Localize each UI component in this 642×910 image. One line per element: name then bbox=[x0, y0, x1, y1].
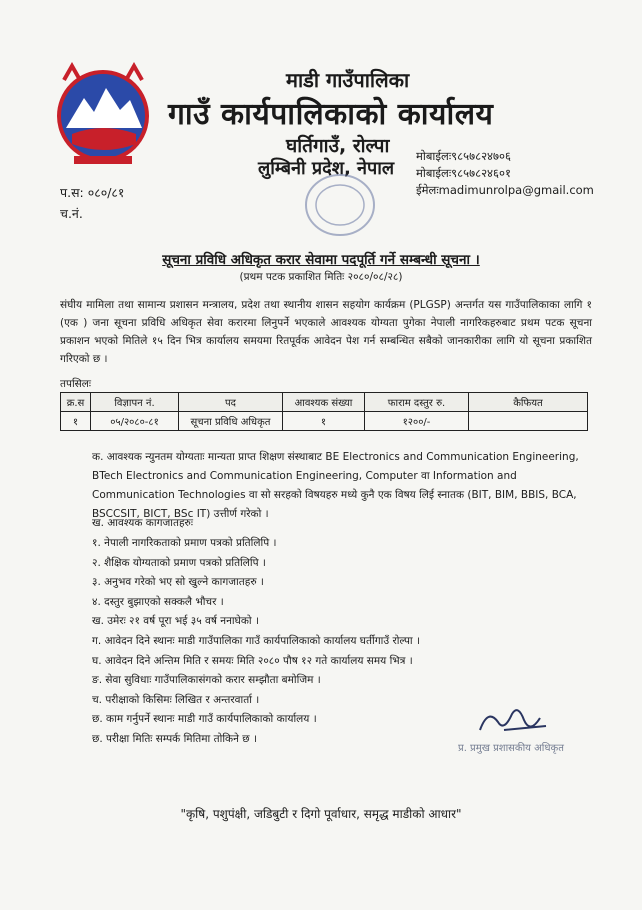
notice-body: संघीय मामिला तथा सामान्य प्रशासन मन्त्रालय, प्रदेश तथा स्थानीय शासन सहयोग कार्यक्रम (PLGSP) अन्तर्गत यस गाउँपालिकाका लागि १ (एक ) जना सूचना प्रविधि अधिकृत सेवा करारमा लिनुपर्ने भएकाले आवश्यक योग्यता पुगेका नेपाली नागरिकहरुबाट प्रथम पटक सूचना प्रकाशन भएको मितिले १५ दिन भित्र कार्यालय समयमा रितपूर्वक आवेदन पेश गर्न सम्बन्धित सबैको जानकारीका लागि यो सूचना प्रकाशित गरिएको छ । bbox=[60, 299, 592, 365]
col-required: आवश्यक संख्या bbox=[283, 393, 365, 412]
notice-date: (प्रथम पटक प्रकाशित मितिः २०८०/०८/२८) bbox=[239, 271, 403, 283]
list-item: ख. उमेरः २१ वर्ष पूरा भई ३५ वर्ष ननाघेको । bbox=[92, 615, 259, 628]
list-item: ङ. सेवा सुविधाः गाउँपालिकासंगको करार सम्झौता बमोजिम । bbox=[92, 674, 321, 687]
list-item: घ. आवेदन दिने अन्तिम मिति र समयः मिति २०८० पौष १२ गते कार्यालय समय भित्र । bbox=[92, 654, 413, 667]
signer-title: प्र. प्रमुख प्रशासकीय अधिकृत bbox=[458, 743, 564, 754]
cell-sn: १ bbox=[61, 412, 91, 431]
office-name: गाउँ कार्यपालिकाको कार्यालय bbox=[168, 97, 494, 132]
dispatch-number: च.नं. bbox=[60, 206, 83, 221]
qualification-text: क. आवश्यक न्युनतम योग्यताः मान्यता प्राप्त शिक्षण संस्थाबाट BE Electronics and Communication Engineering, BTech Electronics and Communication Engineering, Computer वा Information and Communication Technologies वा सो सरहको विषयहरु मध्ये कुनै एक विषय लिई स्नातक (BIT, BIM, BBIS, BCA, BSCCSIT, BICT, BSc IT) उत्तीर्ण गरेको । bbox=[92, 451, 579, 520]
list-item: च. परीक्षाको किसिमः लिखित र अन्तरवार्ता । bbox=[92, 693, 260, 706]
vacancy-table bbox=[60, 392, 588, 431]
reference-number: प.स: ०८०/८१ bbox=[60, 185, 125, 200]
cell-ad-no: ०५/२०८०-८१ bbox=[91, 412, 179, 431]
list-item: १. नेपाली नागरिकताको प्रमाण पत्रको प्रतिलिपि । bbox=[92, 537, 277, 549]
address-line1: घर्तिगाउँ, रोल्पा bbox=[286, 135, 390, 157]
col-sn: क्र.स bbox=[61, 393, 91, 412]
table-row bbox=[61, 412, 588, 431]
nepal-emblem-icon bbox=[44, 62, 162, 166]
list-item: ४. दस्तुर बुझाएको सक्कलै भौचर । bbox=[92, 595, 224, 608]
org-name: माडी गाउँपालिका bbox=[286, 68, 410, 92]
address-line2: लुम्बिनी प्रदेश, नेपाल bbox=[258, 158, 395, 179]
motto: "कृषि, पशुपंक्षी, जडिबुटी र दिगो पूर्वाधार, समृद्ध माडीको आधार" bbox=[180, 807, 462, 821]
table-header-row bbox=[61, 393, 588, 412]
cell-post: सूचना प्रविधि अधिकृत bbox=[179, 412, 283, 431]
list-item: २. शैक्षिक योग्यताको प्रमाण पत्रको प्रतिलिपि । bbox=[92, 556, 266, 569]
email: ईमेलःmadimunrolpa@gmail.com bbox=[416, 183, 594, 197]
col-fee: फाराम दस्तुर रु. bbox=[365, 393, 469, 412]
mobile-2: मोबाईलः९८५७८२४६०१ bbox=[416, 166, 511, 180]
list-item: ३. अनुभव गरेको भए सो खुल्ने कागजातहरु । bbox=[92, 576, 264, 589]
col-remarks: कैफियत bbox=[469, 393, 588, 412]
table-label: तपसिलः bbox=[60, 378, 92, 390]
cell-fee: १२००/- bbox=[365, 412, 469, 431]
list-item: छ. परीक्षा मितिः सम्पर्क मितिमा तोकिने छ । bbox=[92, 732, 257, 745]
col-post: पद bbox=[179, 393, 283, 412]
documents-title: ख. आवश्यक कागजातहरुः bbox=[92, 517, 193, 529]
list-item: ग. आवेदन दिने स्थानः माडी गाउँपालिका गाउँ कार्यपालिकाको कार्यालय घर्तीगाउँ रोल्पा । bbox=[92, 634, 420, 647]
office-stamp-icon bbox=[300, 170, 380, 240]
mobile-1: मोबाईलः९८५७८२४७०६ bbox=[416, 149, 511, 163]
cell-remarks bbox=[469, 412, 588, 431]
col-ad-no: विज्ञापन नं. bbox=[91, 393, 179, 412]
contact-block bbox=[416, 148, 594, 199]
notice-title: सूचना प्रविधि अधिकृत करार सेवामा पदपूर्ति गर्ने सम्बन्धी सूचना । bbox=[162, 252, 480, 268]
list-item: छ. काम गर्नुपर्ने स्थानः माडी गाउँ कार्यपालिकाको कार्यालय । bbox=[92, 713, 317, 726]
cell-required: १ bbox=[283, 412, 365, 431]
signature-icon bbox=[474, 700, 554, 740]
